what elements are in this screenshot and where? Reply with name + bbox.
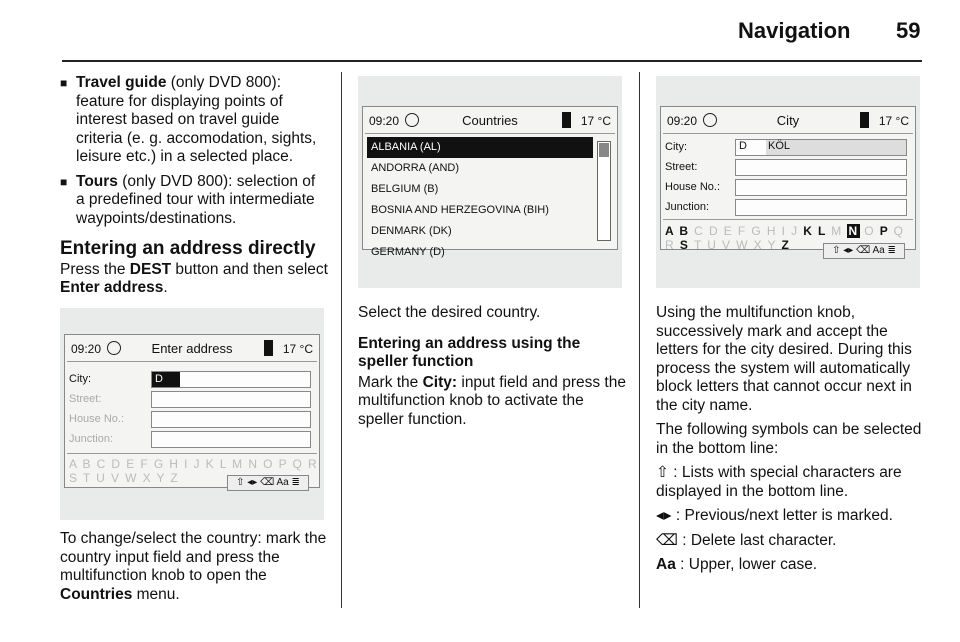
p2-end: input field and press the multifunction knob to activate the speller function. [358, 373, 626, 428]
p1-end: . [163, 279, 168, 296]
input-city[interactable] [151, 371, 311, 388]
letters-ab: A B [665, 224, 695, 238]
p1-pre: Press the [60, 260, 130, 278]
letter-o: O [859, 224, 880, 238]
p2-end: menu. [132, 585, 180, 603]
arrows-icon: ◂▸ [656, 507, 672, 524]
temperature: 17 °C [878, 114, 909, 128]
field-street[interactable] [665, 159, 907, 177]
backspace-icon: ⌫ [656, 531, 678, 549]
city-value: D [739, 140, 747, 152]
country-item[interactable]: GERMANY (D) [371, 246, 445, 258]
screen-title: Countries [462, 113, 518, 128]
field-city[interactable] [69, 371, 311, 389]
label-city: City: [69, 373, 91, 385]
column-1 [60, 74, 328, 304]
screen-display [362, 106, 618, 258]
letter-z: Z [781, 238, 791, 252]
header-rule [62, 60, 922, 62]
input-house-no[interactable] [735, 179, 907, 196]
letter-m: M [831, 224, 848, 238]
letter-p: P [879, 224, 894, 238]
screen-city [656, 76, 920, 288]
divider-bottom [67, 453, 317, 454]
temperature: 17 °C [282, 342, 313, 356]
symbol-special-chars [656, 464, 924, 501]
screen-countries [358, 76, 622, 288]
case-icon: Aa [656, 556, 676, 573]
field-city[interactable] [665, 139, 907, 157]
letters-kl: K L [803, 224, 832, 238]
speller-controls[interactable]: ⇧ ◂▸ ⌫ Aa ≣ [823, 243, 905, 259]
temperature: 17 °C [580, 114, 611, 128]
city-suggestion: KÖL [766, 140, 906, 155]
letter-s: S [679, 238, 694, 252]
scrollbar[interactable] [597, 141, 611, 241]
status-bar [665, 111, 911, 131]
divider-bottom [663, 219, 913, 220]
text-travel-guide: (only DVD 800): feature for displaying points of interest based on travel guide criteria (e. g. accomodation, sights, leisure etc.) in a selected place. [76, 74, 317, 165]
para-symbols: The following symbols can be selected in the bottom line: [656, 421, 922, 457]
city-value: D [152, 372, 180, 387]
screen-display [660, 106, 916, 256]
country-item[interactable]: BOSNIA AND HERZEGOVINA (BIH) [371, 204, 549, 216]
divider [365, 133, 615, 134]
label-junction: Junction: [665, 201, 710, 213]
time: 09:20 [369, 114, 400, 128]
input-house-no[interactable] [151, 411, 311, 428]
column-divider-1 [341, 72, 342, 608]
divider [67, 361, 317, 362]
screen-title: Enter address [151, 341, 233, 356]
para-press-dest [60, 261, 328, 298]
symbol-text: : Lists with special characters are displayed in the bottom line. [656, 464, 902, 500]
country-item[interactable]: DENMARK (DK) [371, 225, 452, 237]
status-bar [367, 111, 613, 131]
label-street: Street: [665, 161, 698, 173]
screen-enter-address [60, 308, 324, 520]
p2-pre: To change/select the country: mark the country input field and press the multifunction knob to open the [60, 530, 327, 584]
p1-mid: button and then select [171, 260, 328, 278]
page-header-title: Navigation [738, 18, 851, 43]
p1-enter: Enter address [60, 279, 164, 296]
p2-countries: Countries [60, 585, 133, 603]
column-3 [656, 304, 924, 581]
thermometer-icon [860, 112, 869, 128]
divider [663, 133, 913, 134]
symbol-text: : Delete last character. [677, 531, 837, 549]
screen-display [64, 334, 320, 488]
country-list [367, 137, 593, 263]
field-junction[interactable] [69, 431, 311, 449]
symbol-delete [656, 532, 924, 551]
label-junction: Junction: [69, 433, 114, 445]
input-city[interactable] [735, 139, 907, 156]
status-bar [69, 339, 315, 359]
input-street[interactable] [735, 159, 907, 176]
input-junction[interactable] [151, 431, 311, 448]
speller-letters[interactable]: A B C D E F G H I J K L M N O P Q R S T U V W X Y Z [69, 457, 319, 485]
scrollbar-thumb[interactable] [599, 143, 609, 157]
symbol-text: : Previous/next letter is marked. [671, 507, 893, 524]
country-item[interactable]: BELGIUM (B) [371, 183, 439, 195]
bullet-travel-guide [60, 74, 328, 167]
p2-pre: Mark the [358, 373, 423, 391]
column-1-bottom [60, 530, 328, 610]
letters-t-y: T U V W X Y [693, 238, 782, 252]
speller-controls[interactable]: ⇧ ◂▸ ⌫ Aa ≣ [227, 475, 309, 491]
label-house-no: House No.: [665, 181, 721, 193]
letters-c-j: C D E F G H I J [694, 224, 804, 238]
para-select-country: Select the desired country. [358, 304, 541, 321]
para-mark-city [358, 374, 628, 430]
thermometer-icon [264, 340, 273, 356]
column-divider-2 [639, 72, 640, 608]
column-2 [358, 304, 628, 435]
page-number: 59 [896, 18, 921, 43]
shift-icon: ⇧ [656, 464, 669, 481]
label-house-no: House No.: [69, 413, 125, 425]
field-house-no[interactable] [69, 411, 311, 429]
bullet-tours [60, 173, 328, 229]
letter-n-selected: N [848, 224, 859, 238]
term-travel-guide: Travel guide [76, 74, 167, 91]
field-junction[interactable] [665, 199, 907, 217]
time: 09:20 [667, 114, 698, 128]
symbol-prev-next [656, 507, 924, 526]
p1-dest: DEST [129, 260, 172, 278]
field-house-no[interactable] [665, 179, 907, 197]
term-tours: Tours [76, 172, 118, 190]
screen-title: City [776, 113, 800, 128]
letters-qr: Q R [665, 224, 905, 252]
country-item[interactable]: ANDORRA (AND) [371, 162, 460, 174]
para-change-country [60, 530, 328, 604]
label-city: City: [665, 141, 687, 153]
p2-city: City: [422, 373, 458, 391]
heading-enter-address: Entering an address directly [60, 238, 316, 259]
para-multifunction: Using the multifunction knob, successively mark and accept the letters for the city desired. During this process the system will automatically block letters that cannot occur next in the city name. [656, 304, 912, 414]
symbol-text: : Upper, lower case. [675, 556, 818, 573]
text-tours: (only DVD 800): selection of a predefined tour with intermediate waypoints/destinations. [76, 172, 316, 227]
input-street[interactable] [151, 391, 311, 408]
symbol-case [656, 556, 924, 575]
thermometer-icon [562, 112, 571, 128]
time: 09:20 [71, 342, 102, 356]
heading-speller: Entering an address using the speller function [358, 334, 581, 370]
country-item[interactable]: ALBANIA (AL) [367, 137, 593, 158]
input-junction[interactable] [735, 199, 907, 216]
field-street[interactable] [69, 391, 311, 409]
label-street: Street: [69, 393, 102, 405]
